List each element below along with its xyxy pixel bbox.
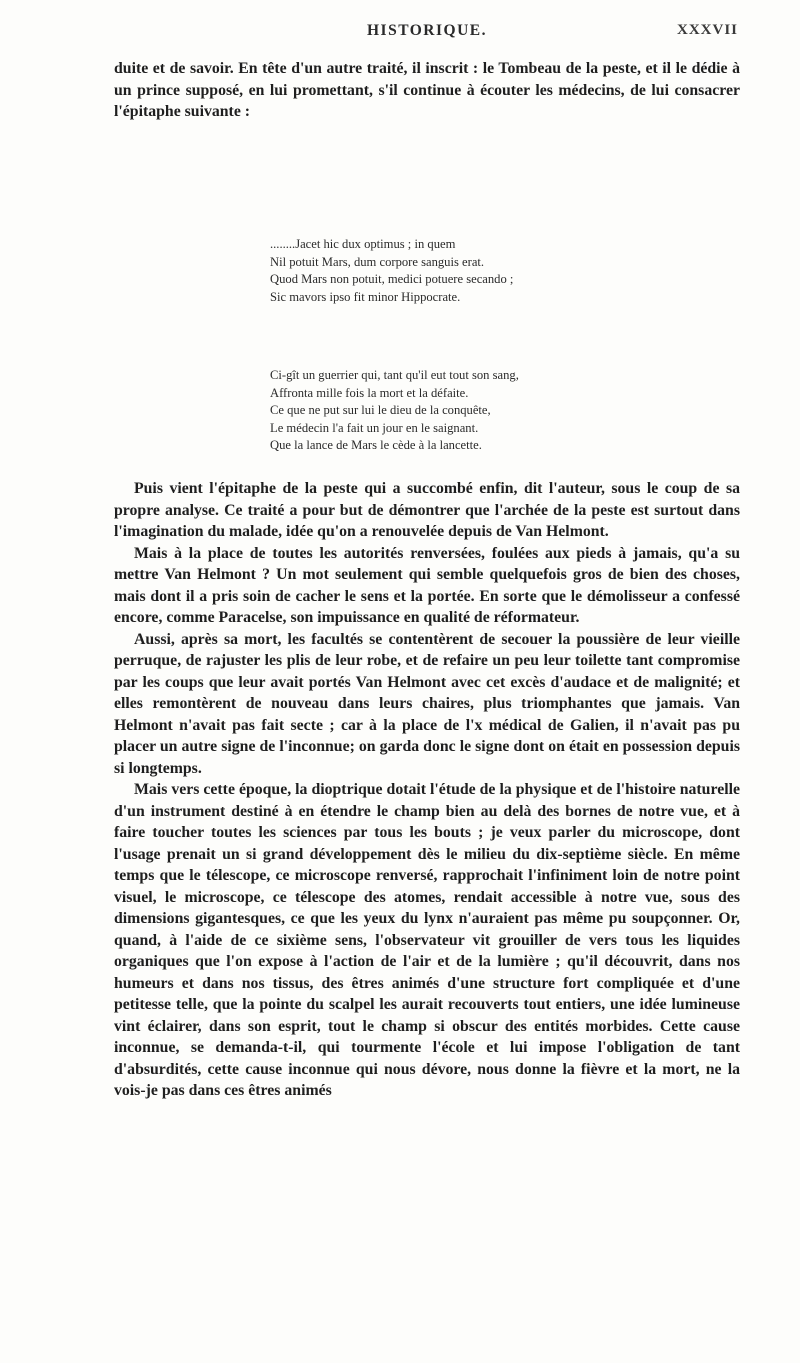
latin-line: Quod Mars non potuit, medici potuere secando ; bbox=[270, 272, 514, 287]
french-line: Que la lance de Mars le cède à la lancette. bbox=[270, 438, 482, 453]
running-head bbox=[116, 22, 738, 48]
latin-line: Sic mavors ipso fit minor Hippocrate. bbox=[270, 289, 461, 304]
paragraph: Mais vers cette époque, la dioptrique dotait l'étude de la physique et de l'histoire naturelle d'un instrument destiné à en étendre le champ bien au delà des bornes de notre vue, et à faire toucher toutes les sciences par tous les bouts ; je veux parler du microscope, dont l'usage prenait un si grand développement dès le milieu du dix-septième siècle. En même temps que le télescope, ce microscope renversé, rapprochait l'infiniment loin de notre point visuel, le microscope, ce télescope des atomes, rendait accessible à notre vue, sous des dimensions gigantesques, ce que les yeux du lynx n'auraient pas même pu soupçonner. Or, quand, à l'aide de ce sixième sens, l'observateur vit grouiller de vers tous les liquides organiques que l'on expose à l'action de l'air et de la lumière ; qu'il découvrit, dans nos humeurs et dans nos tissus, des êtres animés d'une structure fort compliquée et d'une petitesse telle, que la pointe du scalpel les aurait recouverts tout entiers, une idée lumineuse vint éclairer, dans son esprit, tout le champ si obscur des entités morbides. Cette cause inconnue, se demanda-t-il, qui tourmente l'école et lui impose l'obligation de tant d'absurdités, cette cause inconnue qui nous dévore, nous donne la fièvre et la mort, ne la vois-je pas dans ces êtres animés bbox=[114, 781, 740, 1099]
paragraph: Puis vient l'épitaphe de la peste qui a succombé enfin, dit l'auteur, sous le coup de sa propre analyse. Ce traité a pour but de démontrer que l'archée de la peste est surtout dans l'imagination du malade, idée qu'on a renouvelée depuis de Van Helmont. bbox=[114, 480, 740, 540]
french-line: Ce que ne put sur lui le dieu de la conquête, bbox=[270, 403, 491, 418]
page-number: XXXVII bbox=[676, 22, 738, 38]
french-line: Ci-gît un guerrier qui, tant qu'il eut tout son sang, bbox=[270, 368, 519, 382]
running-title: HISTORIQUE. bbox=[366, 22, 487, 39]
intro-paragraph bbox=[114, 58, 740, 123]
latin-line: ........Jacet hic dux optimus ; in quem bbox=[270, 237, 456, 251]
latin-line: Nil potuit Mars, dum corpore sanguis erat. bbox=[270, 254, 485, 269]
paragraph: Mais à la place de toutes les autorités renversées, foulées aux pieds à jamais, qu'a su mettre Van Helmont ? Un mot seulement qui semble quelquefois gros de bien des choses, mais dont il a pris soin de cacher le sens et la portée. En sorte que le démolisseur a confessé encore, comme Paracelse, son impuissance en qualité de réformateur. bbox=[114, 544, 740, 626]
intro-text: duite et de savoir. En tête d'un autre traité, il inscrit : le Tombeau de la peste, et il le dédie à un prince supposé, en lui promettant, s'il continue à écouter les médecins, de lui consacrer l'épitaphe suivante : bbox=[114, 60, 740, 120]
main-text bbox=[114, 478, 740, 1102]
latin-epitaph bbox=[270, 236, 700, 306]
french-line: Affronta mille fois la mort et la défaite. bbox=[270, 385, 469, 400]
french-line: Le médecin l'a fait un jour en le saignant. bbox=[270, 420, 479, 435]
french-epitaph bbox=[270, 367, 700, 455]
paragraph: Aussi, après sa mort, les facultés se contentèrent de secouer la poussière de leur vieille perruque, de rajuster les plis de leur robe, et de refaire un peu leur toilette tant compromise par les coups que leur avait portés Van Helmont avec cet excès d'audace et de malignité; et elles remontèrent de nouveau dans leurs chaires, plus triomphantes que jamais. Van Helmont n'avait pas fait secte ; car à la place de l'x médical de Galien, il n'avait pas pu placer un autre signe de l'inconnue; on garda donc le signe dont on était en possession depuis si longtemps. bbox=[114, 630, 740, 777]
